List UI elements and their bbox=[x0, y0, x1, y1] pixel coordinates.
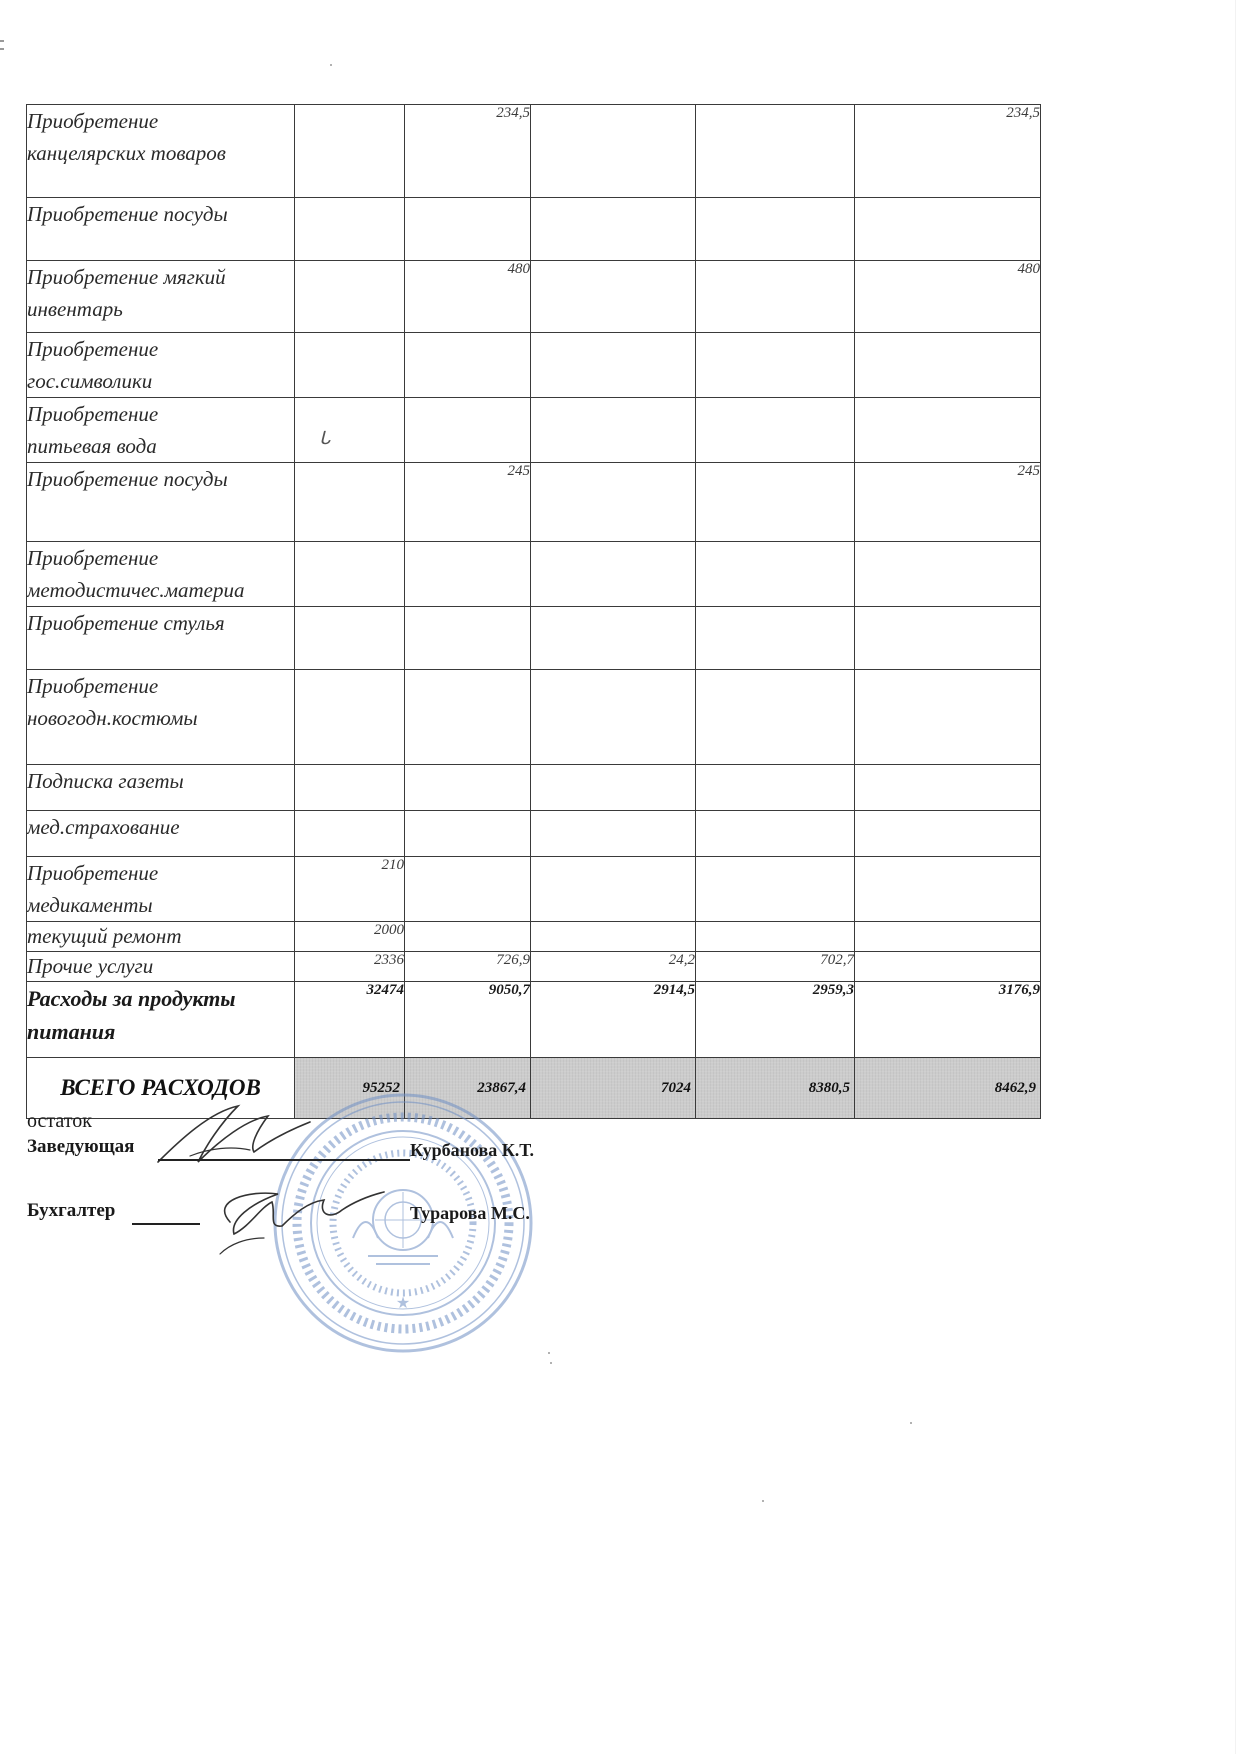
cell-value bbox=[405, 922, 531, 952]
cell-value: 2000 bbox=[295, 922, 405, 952]
total-value: 95252 bbox=[295, 1058, 405, 1119]
scan-speck bbox=[762, 1500, 764, 1502]
cell-value bbox=[405, 333, 531, 398]
cell-value bbox=[855, 811, 1041, 857]
accountant-label: Бухгалтер bbox=[27, 1200, 116, 1221]
total-value: 23867,4 bbox=[405, 1058, 531, 1119]
cell-value bbox=[531, 333, 696, 398]
cell-value: 2914,5 bbox=[531, 982, 696, 1058]
head-signature-line bbox=[158, 1159, 410, 1161]
row-label: Приобретение посуды bbox=[27, 198, 295, 261]
cell-value bbox=[531, 105, 696, 198]
cell-value: 210 bbox=[295, 857, 405, 922]
cell-value bbox=[855, 198, 1041, 261]
row-label: Приобретение посуды bbox=[27, 463, 295, 542]
cell-value bbox=[295, 463, 405, 542]
row-label: Приобретение питьевая вода bbox=[27, 398, 295, 463]
table-row bbox=[27, 542, 1041, 607]
cell-value bbox=[295, 811, 405, 857]
accountant-name: Турарова М.С. bbox=[410, 1203, 530, 1223]
head-name: Курбанова К.Т. bbox=[410, 1140, 535, 1160]
cell-value bbox=[696, 463, 855, 542]
svg-text:★: ★ bbox=[395, 1295, 411, 1312]
table-row bbox=[27, 922, 1041, 952]
table-row bbox=[27, 857, 1041, 922]
cell-value bbox=[696, 811, 855, 857]
cell-value bbox=[295, 198, 405, 261]
row-label: Приобретение мягкий инвентарь bbox=[27, 261, 295, 333]
scan-edge bbox=[1235, 0, 1236, 1754]
total-value: 8462,9 bbox=[855, 1058, 1041, 1119]
cell-value bbox=[696, 261, 855, 333]
cell-value bbox=[531, 398, 696, 463]
table-row bbox=[27, 607, 1041, 670]
accountant-signature-line bbox=[132, 1223, 200, 1225]
cell-value bbox=[405, 765, 531, 811]
row-label: Приобретение стулья bbox=[27, 607, 295, 670]
cell-value bbox=[531, 857, 696, 922]
row-label: Подписка газеты bbox=[27, 765, 295, 811]
scan-speck bbox=[550, 1362, 552, 1364]
cell-value: 234,5 bbox=[405, 105, 531, 198]
cell-value bbox=[531, 811, 696, 857]
row-label: мед.страхование bbox=[27, 811, 295, 857]
cell-value: 9050,7 bbox=[405, 982, 531, 1058]
cell-value bbox=[531, 607, 696, 670]
cell-value bbox=[855, 952, 1041, 982]
cell-value bbox=[855, 670, 1041, 765]
table-row bbox=[27, 670, 1041, 765]
cell-value bbox=[531, 463, 696, 542]
cell-value bbox=[295, 398, 405, 463]
cell-value bbox=[696, 765, 855, 811]
cell-value bbox=[405, 398, 531, 463]
cell-value: 3176,9 bbox=[855, 982, 1041, 1058]
cell-value bbox=[405, 811, 531, 857]
table-row bbox=[27, 765, 1041, 811]
scan-artifact bbox=[0, 48, 4, 50]
cell-value bbox=[531, 261, 696, 333]
cell-value bbox=[696, 398, 855, 463]
cell-value: 480 bbox=[405, 261, 531, 333]
cell-value bbox=[295, 670, 405, 765]
cell-value: 32474 bbox=[295, 982, 405, 1058]
total-value: 7024 bbox=[531, 1058, 696, 1119]
cell-value: 480 bbox=[855, 261, 1041, 333]
cell-value: 245 bbox=[855, 463, 1041, 542]
cell-value bbox=[531, 542, 696, 607]
table-row bbox=[27, 333, 1041, 398]
cell-value bbox=[295, 765, 405, 811]
head-label: Заведующая bbox=[27, 1136, 135, 1157]
cell-value bbox=[531, 198, 696, 261]
table-row bbox=[27, 982, 1041, 1058]
cell-value bbox=[696, 922, 855, 952]
cell-value bbox=[531, 670, 696, 765]
scan-artifact bbox=[0, 40, 4, 42]
cell-value bbox=[696, 333, 855, 398]
cell-value: 24,2 bbox=[531, 952, 696, 982]
table-row bbox=[27, 463, 1041, 542]
table-row bbox=[27, 811, 1041, 857]
total-label: ВСЕГО РАСХОДОВ bbox=[27, 1058, 295, 1119]
cell-value bbox=[855, 765, 1041, 811]
cell-value bbox=[696, 857, 855, 922]
cell-value bbox=[696, 105, 855, 198]
row-label: Приобретение методистичес.материа bbox=[27, 542, 295, 607]
scan-speck bbox=[910, 1422, 912, 1424]
row-label: текущий ремонт bbox=[27, 922, 295, 952]
cell-value bbox=[696, 607, 855, 670]
row-label: Прочие услуги bbox=[27, 952, 295, 982]
cell-value: 2336 bbox=[295, 952, 405, 982]
expense-table bbox=[26, 104, 1041, 1119]
row-label: Расходы за продукты питания bbox=[27, 982, 295, 1058]
cell-value: 2959,3 bbox=[696, 982, 855, 1058]
cell-value bbox=[855, 857, 1041, 922]
cell-value bbox=[295, 261, 405, 333]
row-label: Приобретение гос.символики bbox=[27, 333, 295, 398]
cell-value bbox=[405, 857, 531, 922]
row-label: Приобретение медикаменты bbox=[27, 857, 295, 922]
cell-value bbox=[855, 542, 1041, 607]
cell-value bbox=[696, 198, 855, 261]
cell-value: 726,9 bbox=[405, 952, 531, 982]
table-row bbox=[27, 398, 1041, 463]
scan-speck bbox=[548, 1352, 550, 1354]
cell-value bbox=[855, 607, 1041, 670]
cell-value bbox=[295, 542, 405, 607]
cell-value bbox=[295, 333, 405, 398]
cell-value: 702,7 bbox=[696, 952, 855, 982]
cell-value: 245 bbox=[405, 463, 531, 542]
cell-value bbox=[855, 333, 1041, 398]
cell-value bbox=[405, 670, 531, 765]
row-label: Приобретение новогодн.костюмы bbox=[27, 670, 295, 765]
cell-value bbox=[295, 607, 405, 670]
cell-value bbox=[531, 922, 696, 952]
cell-value bbox=[405, 198, 531, 261]
pen-tick-mark: ᒐ bbox=[319, 428, 331, 448]
cell-value: 234,5 bbox=[855, 105, 1041, 198]
table-row bbox=[27, 261, 1041, 333]
cell-value bbox=[855, 398, 1041, 463]
table-row bbox=[27, 952, 1041, 982]
cell-value bbox=[405, 542, 531, 607]
cell-value bbox=[405, 607, 531, 670]
table-row bbox=[27, 198, 1041, 261]
cell-value bbox=[295, 105, 405, 198]
table-row bbox=[27, 105, 1041, 198]
scan-speck bbox=[330, 64, 332, 66]
remainder-label: остаток bbox=[27, 1110, 92, 1132]
total-value: 8380,5 bbox=[696, 1058, 855, 1119]
cell-value bbox=[696, 542, 855, 607]
accountant-signature-icon bbox=[190, 1180, 390, 1260]
row-label: Приобретение канцелярских товаров bbox=[27, 105, 295, 198]
cell-value bbox=[531, 765, 696, 811]
cell-value bbox=[855, 922, 1041, 952]
cell-value bbox=[696, 670, 855, 765]
